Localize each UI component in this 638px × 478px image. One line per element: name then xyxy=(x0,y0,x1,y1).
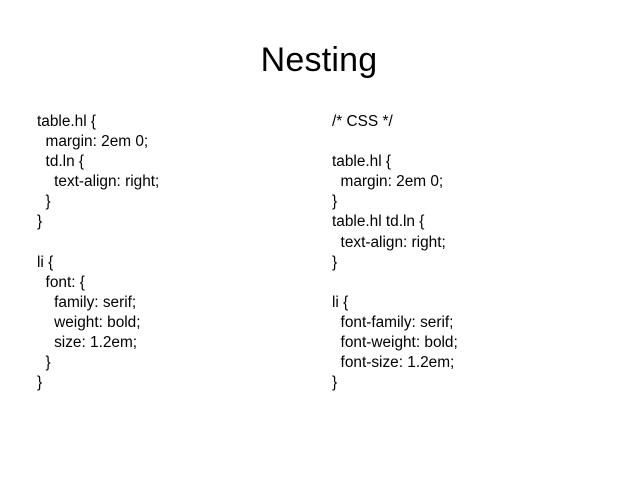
slide-title: Nesting xyxy=(260,41,378,79)
code-line: } xyxy=(332,193,338,211)
code-line: font-family: serif; xyxy=(332,313,454,331)
code-line: text-align: right; xyxy=(332,233,446,251)
code-line: margin: 2em 0; xyxy=(37,133,149,151)
code-line: } xyxy=(37,354,51,372)
code-line: /* CSS */ xyxy=(332,113,393,130)
code-line: } xyxy=(37,213,43,231)
code-line: font: { xyxy=(37,273,85,291)
code-line: li { xyxy=(37,253,54,271)
code-line: } xyxy=(37,374,43,392)
scss-nesting-code xyxy=(37,112,287,393)
code-line: table.hl { xyxy=(37,113,97,130)
code-line xyxy=(332,132,602,152)
code-line: } xyxy=(332,253,338,271)
code-line: font-size: 1.2em; xyxy=(332,354,455,372)
code-line xyxy=(332,273,602,293)
code-line: } xyxy=(37,193,51,211)
code-line: size: 1.2em; xyxy=(37,334,138,352)
code-line: table.hl { xyxy=(332,153,392,171)
code-line: table.hl td.ln { xyxy=(332,213,425,231)
code-line: weight: bold; xyxy=(37,313,141,331)
code-line: } xyxy=(332,374,338,392)
code-line: font-weight: bold; xyxy=(332,334,458,352)
code-line: td.ln { xyxy=(37,153,85,171)
code-line: li { xyxy=(332,293,349,311)
css-output-code xyxy=(332,112,602,393)
code-line xyxy=(37,233,287,253)
code-line: text-align: right; xyxy=(37,173,160,191)
code-line: family: serif; xyxy=(37,293,137,311)
code-line: margin: 2em 0; xyxy=(332,173,444,191)
